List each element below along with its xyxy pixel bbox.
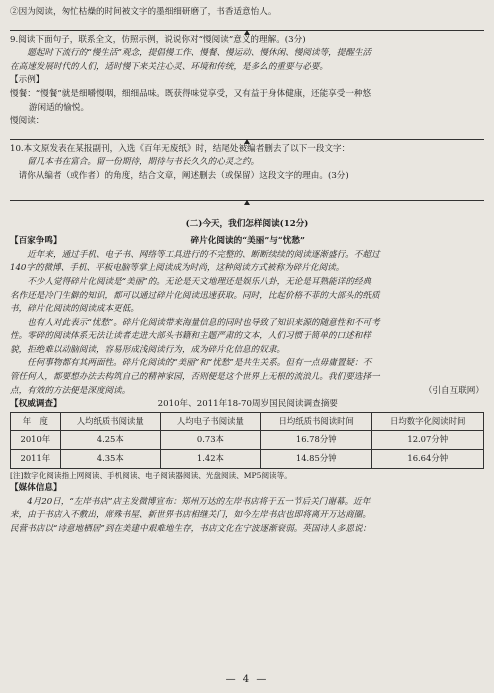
item-2-text: ②因为阅读，匆忙枯燥的时间被文字的墨细细研磨了，书香适意怡人。 [10,7,277,17]
article-line: 貌，拒绝难以动脑阅读，容易形成浅阅读行为，成为碎片化信息的奴隶。 [10,344,286,355]
article-line: 任何事物都有其两面性。碎片化阅读的“美丽”和“忧愁”是共生关系。但有一点毋庸置疑：不 [27,358,372,369]
answer-line-q9[interactable] [10,129,484,143]
article-tag: 【百家争鸣】 [10,236,62,247]
page-number: — 4 — [225,674,269,686]
answer-line-item2[interactable] [10,20,484,34]
example-line2: 游闲适的愉悦。 [28,102,90,113]
table-header: 人均纸质书阅读量 [60,412,160,431]
table-cell: 14.85分钟 [260,450,371,469]
table-cell: 12.07分钟 [372,431,484,450]
table-header: 人均电子书阅读量 [160,412,260,431]
table-header: 日均数字化阅读时间 [372,412,484,431]
q10-quote: 留几本书在富合。留一份期待，期待与书长久久的心灵之约。 [27,157,260,168]
article-title: 碎片化阅读的“美丽”与“忧愁” [190,236,305,247]
table-cell: 0.73本 [160,431,260,450]
article-line: 不少人觉得碎片化阅读是“美丽”的。无论是天文地理还是娱乐八卦，无论是耳熟能详的经典 [27,276,372,287]
q9-passage-line1: 题起时下流行的“慢生活”观念，提倡慢工作、慢餐、慢运动、慢休闲、慢阅读等，提醒生活 [27,48,372,59]
article-source: （引自互联网） [423,385,484,396]
triangle-marker-icon [244,200,250,205]
table-cell: 2010年 [11,431,61,450]
q9-stem: 9.阅读下面句子，联系全文，仿照示例，说说你对“慢阅读”意义的理解。(3分) [10,34,306,45]
article-line: 点，有效的方法便是深度阅读。 [10,385,131,396]
q10-stem: 10.本文原发表在某报副刊，入选《百年无废纸》时，结尾处被编者删去了以下一段文字： [10,143,351,154]
answer-label: 慢阅读： [10,116,45,127]
table-cell: 4.25本 [60,431,160,450]
table-cell: 16.64分钟 [372,450,484,469]
survey-note: [注]数字化阅读指上网阅读、手机阅读、电子阅读器阅读、光盘阅读、MP5阅读等。 [10,470,292,480]
table-row [11,431,484,450]
table-row [11,450,484,469]
table-cell: 1.42本 [160,450,260,469]
table-header: 年 度 [11,412,61,431]
article-line: 140字的微博、手机、平板电脑等掌上阅读成为时尚，这种阅读方式被称为碎片化阅读。 [10,263,345,274]
triangle-marker-icon [244,30,250,35]
media-tag: 【媒体信息】 [10,483,62,494]
table-cell: 16.78分钟 [260,431,371,450]
table-header: 日均纸质书阅读时间 [260,412,371,431]
media-line: 民营书店以“诗意地栖居”到在美建中艰难地生存，书店文化在宁波逐渐衰弱。英国诗人多恩说： [10,524,372,534]
q10-ask: 请你从编者（或作者）的角度，结合文章，阐述删去（或保留）这段文字的理由。(3分) [18,170,349,181]
q9-passage-line2: 在高速发展时代的人们，适时慢下来关注心灵、环境和传统，是多么的重要与必要。 [10,61,328,72]
article-line: 书，碎片化阅读的阅读成本更低。 [10,304,139,315]
article-line: 管任何人，都要想办法去构筑自己的精神家园，否则便是这个世界上无根的流浪儿。我们要选择一 [10,372,380,383]
section-title: (二)今天，我们怎样阅读(12分) [185,218,309,229]
table-header-row [11,412,484,431]
answer-line-q10[interactable] [10,190,484,204]
article-line: 性。零碎的阅读体系无法让读者走进大部头书籍和主题严肃的文本，人们习惯于简单的口述和样 [10,331,371,342]
article-line: 也有人对此表示“忧愁”。碎片化阅读带来海量信息的同时也导致了知识来源的随意性和不可考 [27,317,380,328]
example-tag: 【示例】 [10,75,45,86]
article-line: 名作还是冷门生僻的知识，都可以通过碎片化阅读迅速获取。同时，比起价格不菲的大部头的纸质 [10,290,380,301]
article-line: 近年来，通过手机、电子书、网络等工具进行的不完整的、断断续续的阅读逐渐盛行。不超过 [27,249,380,260]
triangle-marker-icon [244,139,250,144]
table-cell: 2011年 [11,450,61,469]
example-line1: 慢餐：“慢餐”就是细嚼慢咽，细细品味。既获得味觉享受，又有益于身体健康，还能享受一种悠 [10,88,372,99]
survey-tag: 【权威调查】 [10,399,62,410]
media-line: 来，由于书店入不敷出，席殊书屋、新世界书店相继关门，如今左岸书店也即将离开万达商圈。 [10,510,371,521]
survey-title: 2010年、2011年18-70周岁国民阅读调查摘要 [157,399,338,410]
survey-table [10,412,484,469]
media-line: 4月20日，“左岸书店”店主发微博宣布：郑州万达的左岸书店将于五一节后关门谢幕。近年 [27,496,371,507]
table-cell: 4.35本 [60,450,160,469]
